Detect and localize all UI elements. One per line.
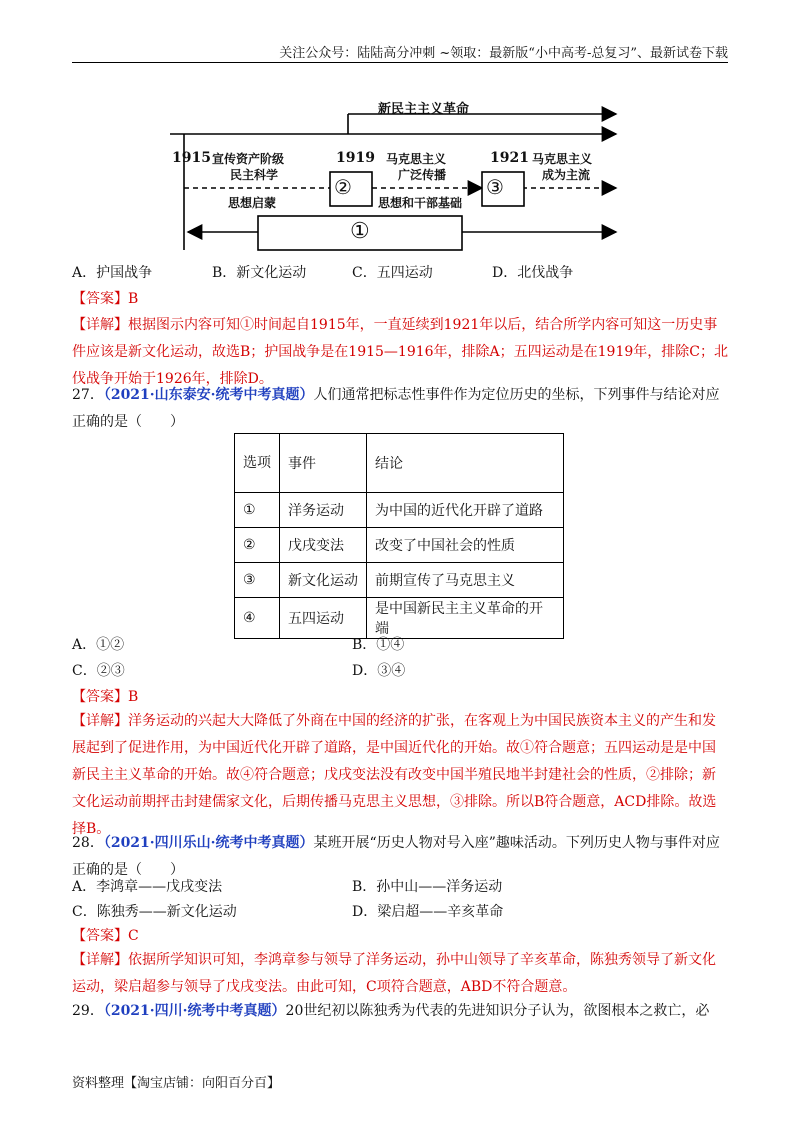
question-text: 人们通常把标志性事件作为定位历史的坐标，下列事件与结论对应正确的是（ ） <box>72 387 720 430</box>
detail-label: 【详解】 <box>72 713 128 729</box>
answer-label: 【答案】 <box>72 291 128 307</box>
table-header-cell: 结论 <box>367 434 564 493</box>
page-header: 关注公众号：陆陆高分冲刺 ~领取：最新版“小中高考-总复习”、最新试卷下载 <box>72 42 728 63</box>
label-1921-line1: 马克思主义 <box>532 152 593 166</box>
left-lower-label: 思想启蒙 <box>228 196 277 210</box>
table-cell: 前期宣传了马克思主义 <box>367 563 564 598</box>
q27-option-d: D．③④ <box>352 663 406 679</box>
table-header-cell: 事件 <box>280 434 367 493</box>
q28-detail <box>72 947 728 1001</box>
events-table <box>234 433 564 639</box>
answer-label: 【答案】 <box>72 689 128 705</box>
q28-option-c: C．陈独秀——新文化运动 <box>72 904 237 920</box>
table-cell: 五四运动 <box>280 598 367 639</box>
q27-stem <box>72 382 728 436</box>
question-source: （2021·四川乐山·统考中考真题） <box>103 835 314 851</box>
q27-answer <box>72 684 138 710</box>
q28-option-b: B．孙中山——洋务运动 <box>352 879 503 895</box>
table-header-cell: 选项 <box>235 434 280 493</box>
label-1915-line1: 宣传资产阶级 <box>212 152 285 166</box>
q26-option-d: D．北伐战争 <box>492 265 574 281</box>
detail-text: 洋务运动的兴起大大降低了外商在中国的经济的扩张，在客观上为中国民族资本主义的产生和发展起到了促进作用，为中国近代化开辟了道路，是中国近代化的开始。故①符合题意；五四运动是是中国新民主主义革命的开始。故④符合题意；戊戌变法没有改变中国半殖民地半封建社会的性质，②排除；新文化运动前期抨击封建儒家文化，后期传播马克思主义思想，③排除。所以B符合题意，ACD排除。故选择B。 <box>72 713 717 837</box>
q29-stem <box>72 998 728 1025</box>
box-2-label: ② <box>334 175 352 199</box>
table-cell: 改变了中国社会的性质 <box>367 528 564 563</box>
year-1915: 1915 <box>172 150 211 166</box>
q27-detail <box>72 708 728 843</box>
label-1919-line2: 广泛传播 <box>398 168 447 182</box>
answer-label: 【答案】 <box>72 928 128 944</box>
label-1921-line2: 成为主流 <box>542 168 591 182</box>
q27-option-a: A．①② <box>72 637 125 653</box>
year-1919: 1919 <box>336 150 375 166</box>
label-1919-line1: 马克思主义 <box>386 152 447 166</box>
table-cell: ③ <box>235 563 280 598</box>
table-header-row <box>235 434 564 493</box>
table-cell: 洋务运动 <box>280 493 367 528</box>
question-source: （2021·四川·统考中考真题） <box>103 1003 286 1019</box>
page-footer: 资料整理【淘宝店铺：向阳百分百】 <box>72 1076 281 1091</box>
question-number: 29． <box>72 1003 104 1019</box>
question-number: 28． <box>72 835 104 851</box>
table-cell: 戊戌变法 <box>280 528 367 563</box>
detail-text: 根据图示内容可知①时间起自1915年，一直延续到1921年以后，结合所学内容可知这一历史事件应该是新文化运动，故选B；护国战争是在1915—1916年，排除A；五四运动是在1919年，排除C；北伐战争开始于1926年，排除D。 <box>72 317 728 387</box>
box-3-label: ③ <box>486 175 504 199</box>
q27-option-b: B．①④ <box>352 637 405 653</box>
table-cell: ④ <box>235 598 280 639</box>
year-1921: 1921 <box>490 150 529 166</box>
q26-answer <box>72 286 138 312</box>
detail-text: 依据所学知识可知，李鸿章参与领导了洋务运动，孙中山领导了辛亥革命，陈独秀领导了新文化运动，梁启超参与领导了戊戌变法。由此可知，C项符合题意，ABD不符合题意。 <box>72 952 716 995</box>
table-row <box>235 528 564 563</box>
q26-option-a: A．护国战争 <box>72 265 153 281</box>
question-text: 某班开展“历史人物对号入座”趣味活动。下列历史人物与事件对应正确的是（ ） <box>72 835 720 878</box>
q28-option-a: A．李鸿章——戊戌变法 <box>72 879 223 895</box>
table-row <box>235 493 564 528</box>
question-number: 27． <box>72 387 104 403</box>
table-cell: ① <box>235 493 280 528</box>
q28-option-d: D．梁启超——辛亥革命 <box>352 904 504 920</box>
table-cell: 是中国新民主主义革命的开端 <box>367 598 564 639</box>
q26-option-b: B．新文化运动 <box>212 265 307 281</box>
timeline-top-label: 新民主主义革命 <box>378 102 470 117</box>
q27-option-c: C．②③ <box>72 663 125 679</box>
revolution-bracket <box>348 114 616 134</box>
detail-label: 【详解】 <box>72 317 128 333</box>
box-1-label: ① <box>350 219 370 244</box>
answer-value: C <box>128 928 139 944</box>
table-cell: 新文化运动 <box>280 563 367 598</box>
answer-value: B <box>128 291 139 307</box>
table-row <box>235 563 564 598</box>
label-1915-line2: 民主科学 <box>230 168 279 182</box>
middle-lower-label: 思想和干部基础 <box>378 196 463 210</box>
table-cell: 为中国的近代化开辟了道路 <box>367 493 564 528</box>
detail-label: 【详解】 <box>72 952 128 968</box>
question-source: （2021·山东泰安·统考中考真题） <box>103 387 314 403</box>
q26-detail <box>72 312 728 393</box>
table-cell: ② <box>235 528 280 563</box>
q28-answer <box>72 923 139 949</box>
question-text: 20世纪初以陈独秀为代表的先进知识分子认为，欲图根本之救亡，必 <box>285 1003 710 1019</box>
q26-option-c: C．五四运动 <box>352 265 433 281</box>
answer-value: B <box>128 689 139 705</box>
